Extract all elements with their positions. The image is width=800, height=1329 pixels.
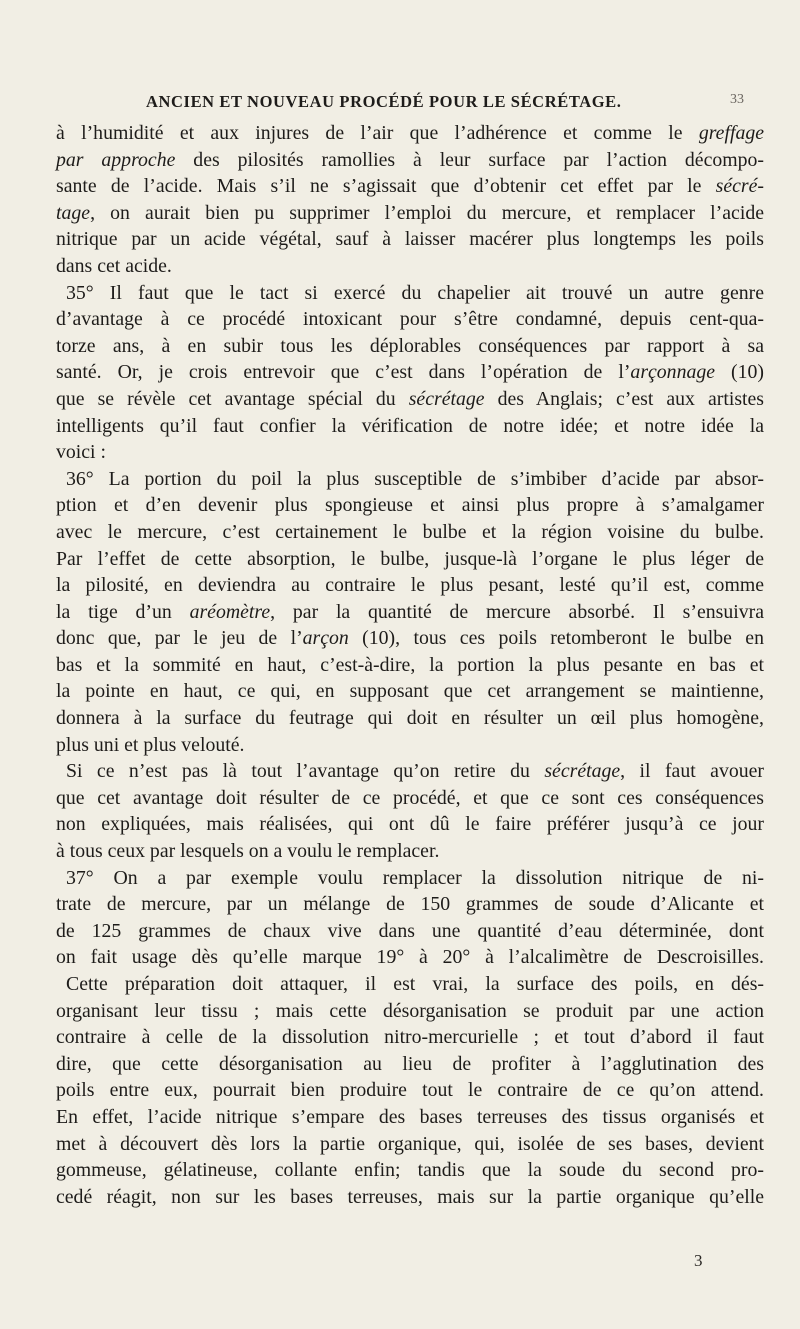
text-run: intelligents qu’il faut confier la vérification de notre idée; et notre idée la (56, 414, 764, 437)
text-run: (10), tous ces poils retomberont le bulbe en (348, 627, 764, 650)
italic-term: arçon (302, 627, 349, 650)
text-line (56, 546, 764, 573)
text-line (56, 705, 764, 732)
text-run: , on aurait bien pu supprimer l’emploi du mercure, et remplacer l’acide (90, 201, 764, 224)
text-line (56, 944, 764, 971)
text-run: contraire à celle de la dissolution nitro-mercurielle ; et tout d’abord il faut (56, 1026, 764, 1049)
text-run: que cet avantage doit résulter de ce procédé, et que ce sont ces conséquences (56, 786, 764, 809)
text-run: non expliquées, mais réalisées, qui ont dû le faire préférer jusqu’à ce jour (56, 813, 764, 836)
text-line (56, 147, 764, 174)
italic-term: sécrétage (408, 387, 485, 410)
text-run: voici : (56, 441, 106, 464)
text-line (56, 1024, 764, 1051)
text-line (56, 998, 764, 1025)
text-run: à tous ceux par lesquels on a voulu le remplacer. (56, 840, 440, 863)
text-run: avec le mercure, c’est certainement le bulbe et la région voisine du bulbe. (56, 520, 764, 543)
text-run: donnera à la surface du feutrage qui doit en résulter un œil plus homogène, (56, 707, 764, 730)
italic-term: tage (56, 201, 91, 224)
text-run: plus uni et plus velouté. (56, 733, 245, 756)
body-text (56, 120, 764, 1210)
text-line (56, 359, 764, 386)
text-run: 36° La portion du poil la plus susceptible de s’imbiber d’acide par absor- (66, 467, 764, 490)
text-run: santé. Or, je crois entrevoir que c’est dans l’opération de l’ (56, 361, 631, 384)
italic-term: par approche (56, 148, 176, 171)
text-run: on fait usage dès qu’elle marque 19° à 20° à l’alcalimètre de Descroisilles. (56, 946, 764, 969)
text-line (56, 1104, 764, 1131)
text-line (56, 1131, 764, 1158)
text-line (56, 572, 764, 599)
text-line (56, 785, 764, 812)
text-line (56, 625, 764, 652)
text-line (56, 865, 764, 892)
text-run: gommeuse, gélatineuse, collante enfin; tandis que la soude du second pro- (56, 1159, 764, 1182)
text-line (56, 173, 764, 200)
text-run: ption et d’en devenir plus spongieuse et ainsi plus propre à s’amalgamer (56, 494, 764, 517)
text-line (56, 492, 764, 519)
italic-term: sécrétage (544, 760, 621, 783)
italic-term: greffage (698, 122, 764, 144)
text-line (56, 386, 764, 413)
text-line (56, 519, 764, 546)
signature-mark: 3 (694, 1251, 703, 1270)
text-run: poils entre eux, pourrait bien produire tout le contraire de ce qu’on attend. (56, 1079, 764, 1102)
text-line (56, 1077, 764, 1104)
text-line (56, 811, 764, 838)
text-run: trate de mercure, par un mélange de 150 grammes de soude d’Alicante et (56, 893, 764, 916)
text-line (56, 1184, 764, 1211)
text-line (56, 971, 764, 998)
text-line (56, 466, 764, 493)
text-run: , par la quantité de mercure absorbé. Il s’ensuivra (270, 600, 764, 623)
text-line (56, 439, 764, 466)
text-run: la tige d’un (56, 600, 190, 623)
text-run: sante de l’acide. Mais s’il ne s’agissait que d’obtenir cet effet par le (56, 175, 716, 198)
text-line (56, 678, 764, 705)
text-run: nitrique par un acide végétal, sauf à laisser macérer plus longtemps les poils (56, 228, 764, 251)
text-line (56, 120, 764, 147)
text-run: , il faut avouer (620, 760, 764, 783)
text-run: torze ans, à en subir tous les déplorables conséquences par rapport à sa (56, 334, 764, 357)
text-run: organisant leur tissu ; mais cette désorganisation se produit par une action (56, 999, 764, 1022)
text-run: que se révèle cet avantage spécial du (56, 387, 409, 410)
text-run: met à découvert dès lors la partie organique, qui, isolée de ses bases, devient (56, 1132, 764, 1155)
text-run: de 125 grammes de chaux vive dans une quantité d’eau déterminée, dont (56, 919, 764, 942)
text-line (56, 758, 764, 785)
text-run: dire, que cette désorganisation au lieu de profiter à l’agglutination des (56, 1052, 764, 1075)
text-run: la pilosité, en deviendra au contraire le plus pesant, lesté qu’il est, comme (56, 574, 764, 597)
text-line (56, 1051, 764, 1078)
text-line (56, 732, 764, 759)
italic-term: sécré- (715, 175, 764, 198)
text-run: 37° On a par exemple voulu remplacer la dissolution nitrique de ni- (66, 866, 764, 889)
text-run: à l’humidité et aux injures de l’air que l’adhérence et comme le (56, 122, 699, 144)
text-line (56, 838, 764, 865)
text-run: des pilosités ramollies à leur surface par l’action décompo- (175, 148, 764, 171)
text-run: En effet, l’acide nitrique s’empare des bases terreuses des tissus organisés et (56, 1105, 764, 1128)
text-run: Si ce n’est pas là tout l’avantage qu’on retire du (66, 760, 545, 783)
text-line (56, 226, 764, 253)
italic-term: arçonnage (630, 361, 716, 384)
text-run: dans cet acide. (56, 254, 172, 277)
running-head (0, 92, 800, 114)
text-run: des Anglais; c’est aux artistes (484, 387, 765, 410)
text-line (56, 413, 764, 440)
text-run: cedé réagit, non sur les bases terreuses, mais sur la partie organique qu’elle (56, 1185, 764, 1208)
text-line (56, 1157, 764, 1184)
text-run: Par l’effet de cette absorption, le bulbe, jusque-là l’organe le plus léger de (56, 547, 764, 570)
text-line (56, 599, 764, 626)
page-number: 33 (730, 92, 744, 107)
text-line (56, 891, 764, 918)
text-line (56, 200, 764, 227)
text-run: d’avantage à ce procédé intoxicant pour s’être condamné, depuis cent-qua- (56, 308, 764, 331)
text-run: Cette préparation doit attaquer, il est vrai, la surface des poils, en dés- (66, 973, 764, 995)
text-line (56, 253, 764, 280)
text-line (56, 280, 764, 307)
text-line (56, 652, 764, 679)
running-title: ANCIEN ET NOUVEAU PROCÉDÉ POUR LE SÉCRÉTAGE. (146, 92, 622, 111)
text-run: bas et la sommité en haut, c’est-à-dire, la portion la plus pesante en bas et (56, 653, 764, 676)
italic-term: aréomètre (189, 600, 271, 623)
text-line (56, 918, 764, 945)
text-run: la pointe en haut, ce qui, en supposant que cet arrangement se maintienne, (56, 680, 764, 703)
text-run: (10) (715, 361, 764, 384)
text-run: donc que, par le jeu de l’ (56, 627, 303, 650)
text-run: 35° Il faut que le tact si exercé du chapelier ait trouvé un autre genre (66, 281, 764, 304)
text-line (56, 306, 764, 333)
text-line (56, 333, 764, 360)
